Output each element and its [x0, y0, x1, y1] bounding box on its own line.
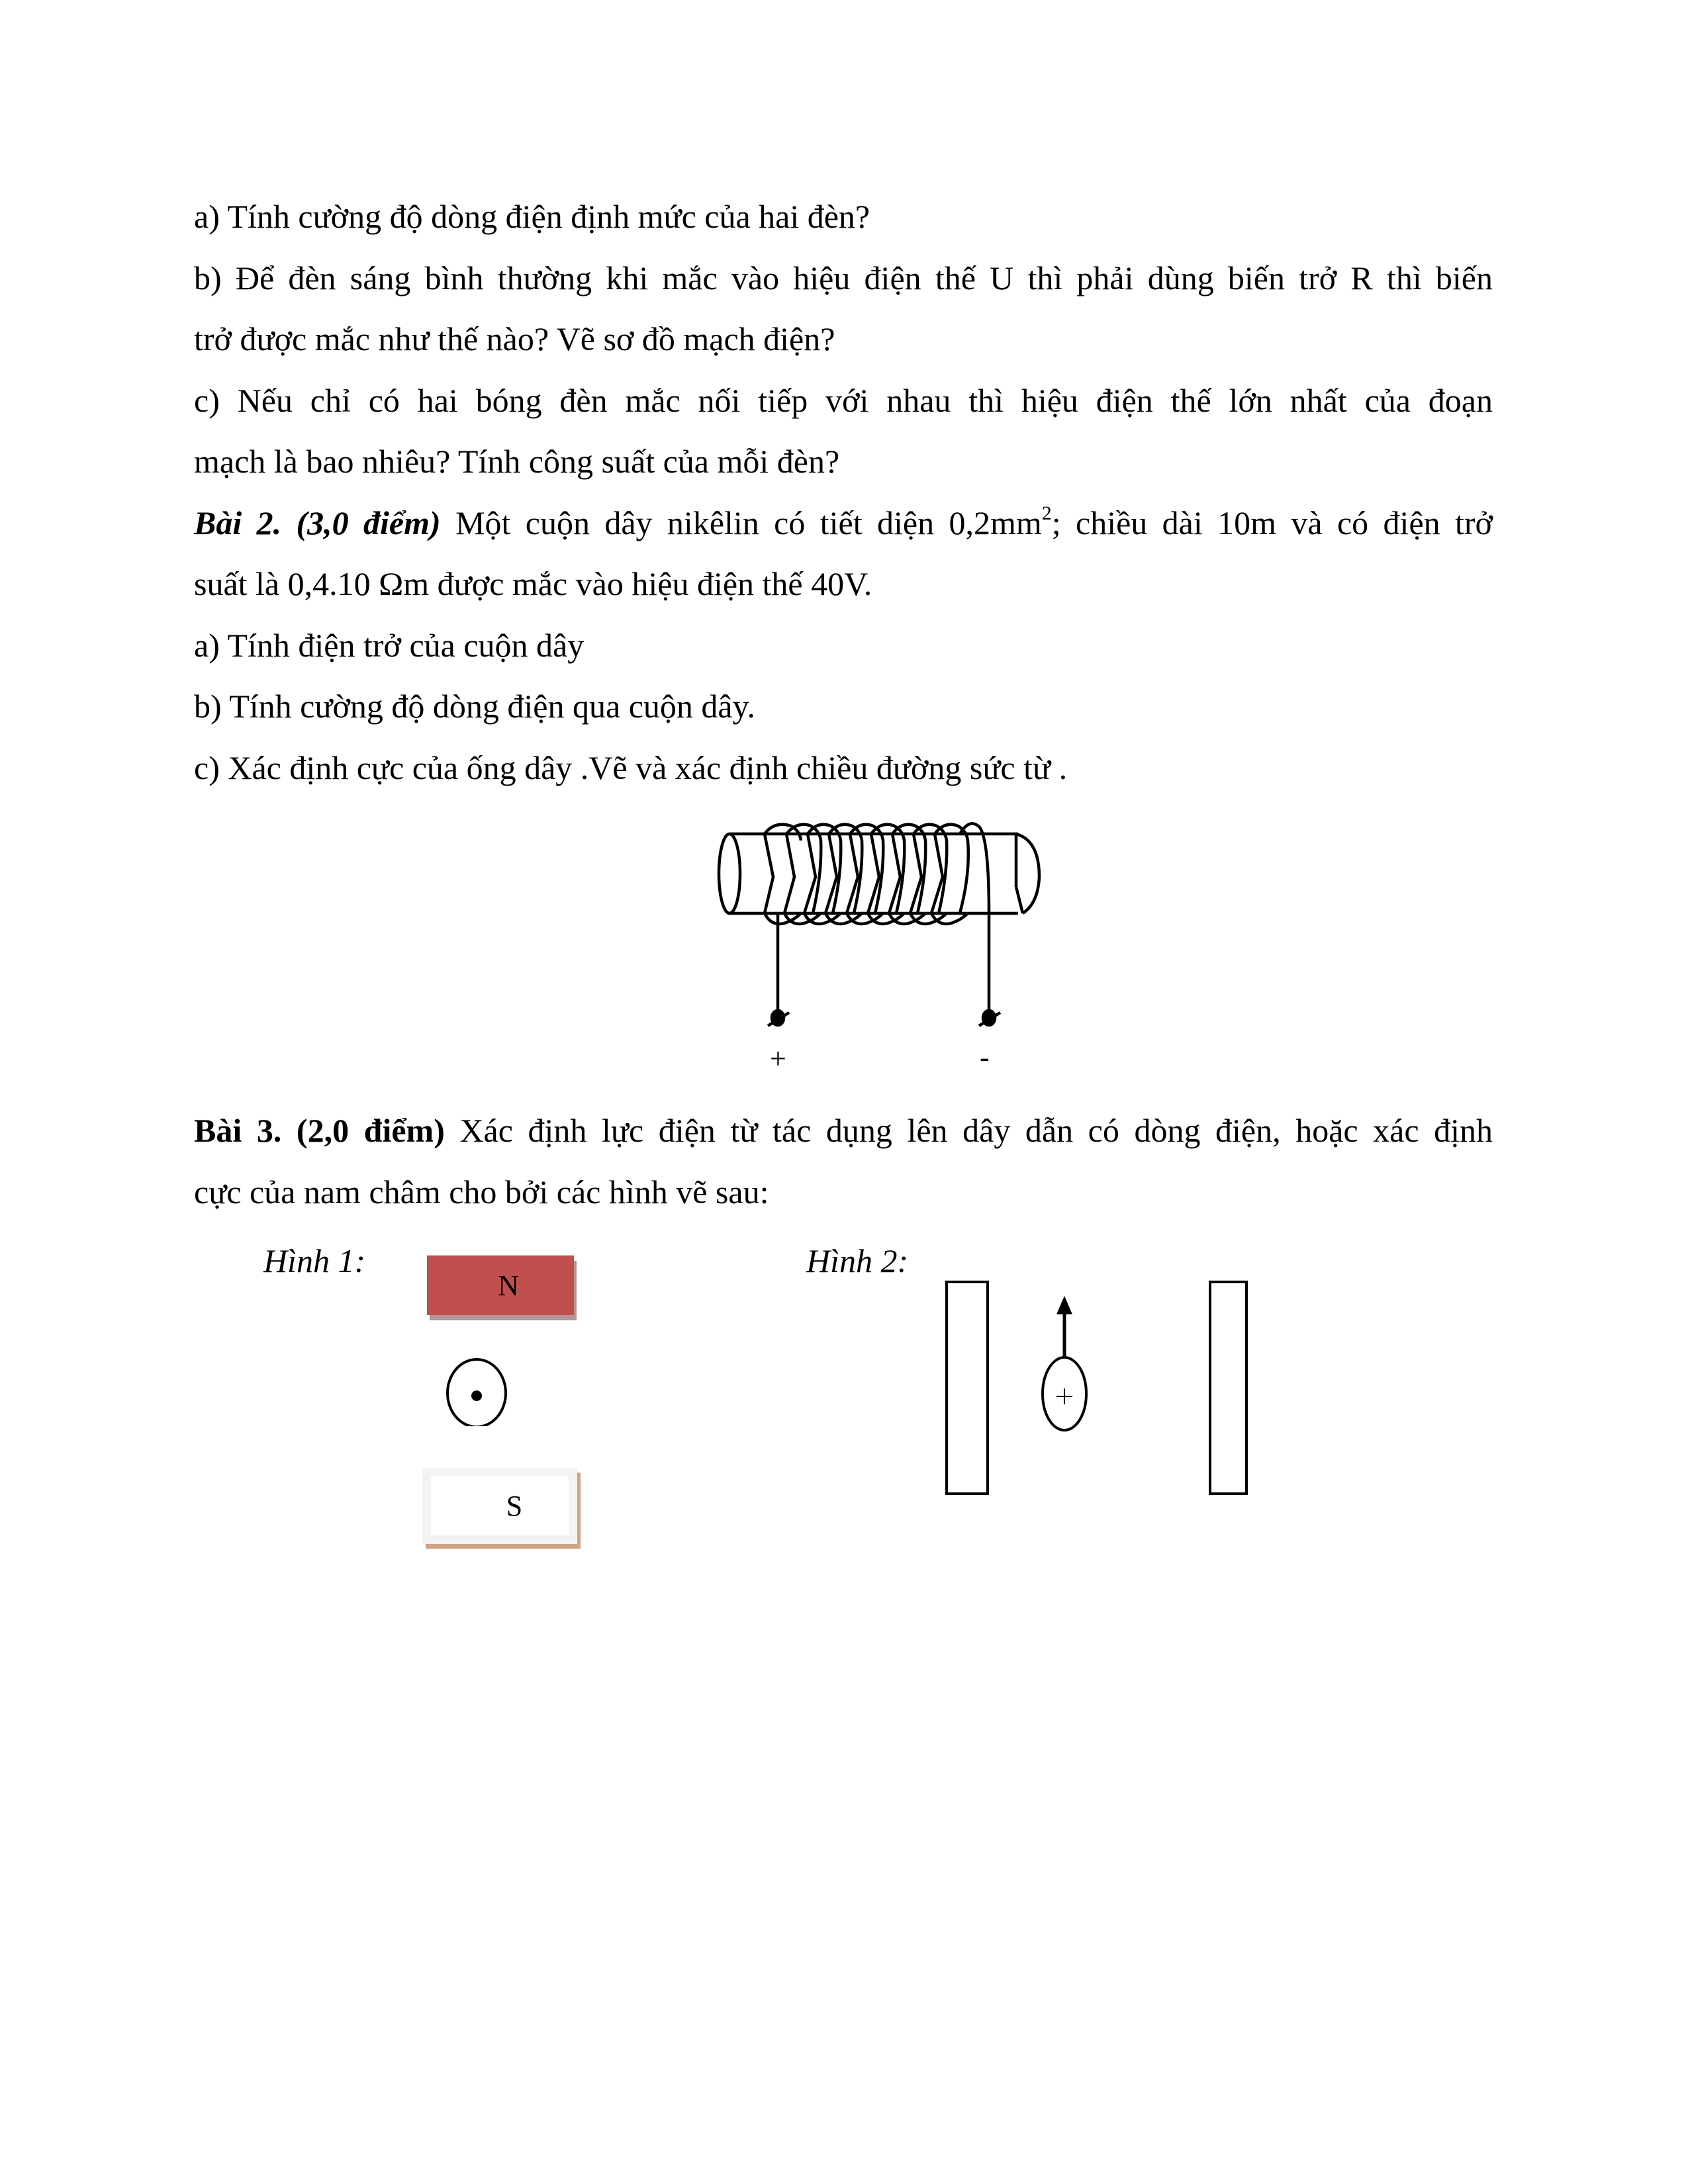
figure1-label: Hình 1: — [263, 1242, 366, 1279]
bai2-intro-b: ; chiều dài 10m và có điện trở — [1051, 504, 1493, 541]
question-1c-line1: c) Nếu chỉ có hai bóng đèn mắc nối tiếp với nhau thì hiệu điện thế lớn nhất của đoạn — [194, 381, 1493, 419]
question-1a: a) Tính cường độ dòng điện định mức của hai đèn? — [194, 198, 870, 235]
question-1c-line2: mạch là bao nhiêu? Tính công suất của mỗi đèn? — [194, 443, 840, 480]
bai2-points: (3,0 điểm) — [296, 504, 441, 541]
arrow-up-icon — [1056, 1296, 1072, 1314]
bai2-intro-a: Một cuộn dây nikêlin có tiết diện 0,2mm — [455, 504, 1042, 541]
question-2c: c) Xác định cực của ống dây .Vẽ và xác định chiều đường sức từ . — [194, 749, 1068, 786]
current-out-of-page-icon — [442, 1353, 508, 1426]
magnet-south-pole — [422, 1468, 577, 1544]
figure2-label: Hình 2: — [806, 1242, 909, 1279]
solenoid-figure — [715, 814, 1086, 1079]
bai3-intro-line2: cực của nam châm cho bởi các hình vẽ sau: — [194, 1173, 769, 1210]
question-2b: b) Tính cường độ dòng điện qua cuộn dây. — [194, 688, 755, 725]
bai2-intro-line1 — [194, 492, 1493, 554]
north-label: N — [498, 1269, 519, 1302]
bai3-section — [194, 1100, 1493, 1222]
bai3-intro: Xác định lực điện từ tác dụng lên dây dẫn có dòng điện, hoặc xác định — [459, 1112, 1493, 1149]
bai3-title: Bài 3. — [194, 1112, 282, 1149]
question-2a: a) Tính điện trở của cuộn dây — [194, 626, 585, 664]
magnet-north-pole — [427, 1255, 574, 1315]
bai3-intro-line1 — [194, 1100, 1493, 1161]
south-label: S — [506, 1490, 523, 1522]
magnet-right-bar — [1210, 1282, 1246, 1494]
question-1b-line2: trở được mắc như thế nào? Vẽ sơ đồ mạch điện? — [194, 320, 835, 357]
figure2-diagram — [788, 1271, 1291, 1502]
bai3-points: (2,0 điểm) — [296, 1112, 445, 1149]
question-1b-line1: b) Để đèn sáng bình thường khi mắc vào hiệu điện thế U thì phải dùng biến trở R thì biến — [194, 259, 1493, 296]
magnet-left-bar — [947, 1282, 988, 1494]
solenoid-coil-icon — [715, 814, 1086, 1079]
bai1-questions — [194, 186, 1493, 798]
bai2-title: Bài 2. — [194, 504, 282, 541]
bai2-intro-line2: suất là 0,4.10 Ωm được mắc vào hiệu điện thế 40V. — [194, 565, 872, 602]
superscript-2: 2 — [1041, 502, 1052, 524]
terminal-plus-label: + — [770, 1042, 786, 1075]
terminal-minus-label: - — [980, 1041, 990, 1073]
